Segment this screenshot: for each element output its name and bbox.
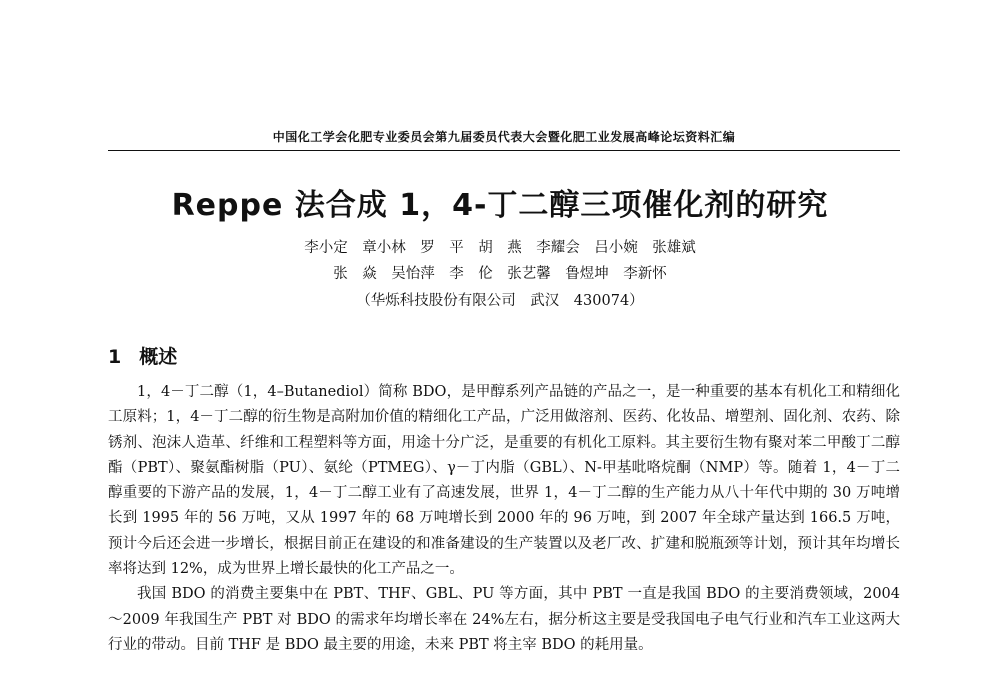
section-heading (108, 342, 177, 369)
paragraph-2: 我国 BDO 的消费主要集中在 PBT、THF、GBL、PU 等方面，其中 PBT 一直是我国 BDO 的主要消费领域，2004～2009 年我国生产 PBT 对 BDO 的需求年均增长率在 24%左右，据分析这主要是受我国电子电气行业和汽车工业这两大行业的带动。目前 THF 是 BDO 最主要的用途，未来 PBT 将主宰 BDO 的耗用量。 (108, 586, 900, 653)
paragraph-1: 1，4－丁二醇（1，4–Butanediol）简称 BDO，是甲醇系列产品链的产品之一，是一种重要的基本有机化工和精细化工原料；1，4－丁二醇的衍生物是高附加价值的精细化工产品，广泛用做溶剂、医药、化妆品、增塑剂、固化剂、农药、除锈剂、泡沫人造革、纤维和工程塑料等方面，用途十分广泛，是重要的有机化工原料。其主要衍生物有聚对苯二甲酸丁二醇酯（PBT）、聚氨酯树脂（PU）、氨纶（PTMEG）、γ－丁内脂（GBL）、N-甲基吡咯烷酮（NMP）等。随着 1，4－丁二醇重要的下游产品的发展，1，4－丁二醇工业有了高速发展，世界 1，4－丁二醇的生产能力从八十年代中期的 30 万吨增长到 1995 年的 56 万吨，又从 1997 年的 68 万吨增长到 2000 年的 96 万吨，到 2007 年全球产量达到 166.5 万吨，预计今后还会进一步增长，根据目前正在建设的和准备建设的生产装置以及老厂改、扩建和脱瓶颈等计划，预计其年均增长率将达到 12%，成为世界上增长最快的化工产品之一。 (108, 384, 900, 578)
running-header: 中国化工学会化肥专业委员会第九届委员代表大会暨化肥工业发展高峰论坛资料汇编 (272, 130, 736, 144)
section-title: 概述 (139, 346, 178, 368)
body-text (108, 380, 900, 658)
section-number: 1 (108, 346, 122, 368)
header-rule (108, 150, 900, 151)
paper-title: Reppe 法合成 1，4-丁二醇三项催化剂的研究 (171, 188, 829, 223)
authors-line-2: 张 焱 吴怡萍 李 伦 张艺馨 鲁煜坤 李新怀 (333, 266, 667, 282)
affiliation: （华烁科技股份有限公司 武汉 430074） (356, 293, 644, 309)
authors-line-1: 李小定 章小林 罗 平 胡 燕 李耀会 吕小婉 张雄斌 (304, 240, 696, 256)
